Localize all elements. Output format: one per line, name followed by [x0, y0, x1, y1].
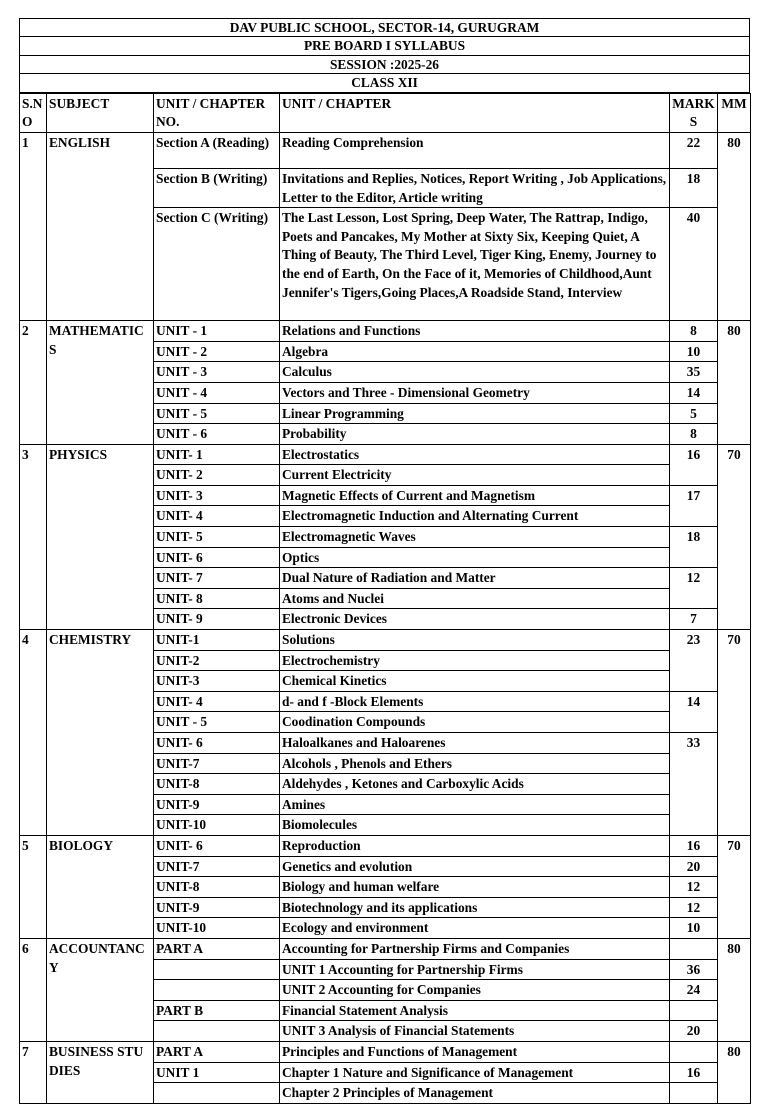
unit-number: UNIT-1	[154, 630, 280, 651]
unit-title: Calculus	[280, 362, 670, 383]
unit-marks: 18	[670, 527, 718, 568]
subject-name: ACCOUNTANCY	[47, 938, 154, 1041]
table-row	[20, 835, 751, 856]
table-row	[20, 132, 751, 168]
col-header-unit: UNIT / CHAPTER	[280, 93, 670, 132]
unit-number: UNIT- 4	[154, 691, 280, 712]
unit-number: UNIT-9	[154, 794, 280, 815]
unit-title: d- and f -Block Elements	[280, 691, 670, 712]
unit-title: Invitations and Replies, Notices, Report Writing , Job Applications, Letter to the Editor, Article writing	[280, 168, 670, 207]
unit-title: Probability	[280, 424, 670, 445]
unit-number: UNIT - 3	[154, 362, 280, 383]
unit-number	[154, 1021, 280, 1042]
unit-marks: 16	[670, 1062, 718, 1083]
unit-marks: 24	[670, 980, 718, 1001]
subject-sno: 7	[20, 1041, 47, 1103]
unit-title: Coodination Compounds	[280, 712, 670, 733]
table-row	[20, 630, 751, 651]
unit-number: UNIT-10	[154, 918, 280, 939]
unit-number: PART B	[154, 1000, 280, 1021]
unit-title: Chapter 1 Nature and Significance of Management	[280, 1062, 670, 1083]
unit-marks: 17	[670, 485, 718, 526]
table-row	[20, 444, 751, 465]
unit-title: Chemical Kinetics	[280, 671, 670, 692]
unit-number: UNIT - 4	[154, 382, 280, 403]
unit-number: UNIT-2	[154, 650, 280, 671]
unit-number: UNIT 1	[154, 1062, 280, 1083]
document-header	[19, 18, 750, 93]
unit-title: Biotechnology and its applications	[280, 897, 670, 918]
unit-marks: 14	[670, 382, 718, 403]
unit-number: UNIT- 6	[154, 547, 280, 568]
unit-number: UNIT-7	[154, 753, 280, 774]
unit-marks: 16	[670, 835, 718, 856]
subject-sno: 3	[20, 444, 47, 629]
col-header-marks: MARKS	[670, 93, 718, 132]
document-title: PRE BOARD I SYLLABUS	[20, 37, 749, 55]
subject-name: BIOLOGY	[47, 835, 154, 938]
unit-number: UNIT - 5	[154, 403, 280, 424]
unit-number: UNIT-7	[154, 856, 280, 877]
unit-number: Section B (Writing)	[154, 168, 280, 207]
unit-title: Aldehydes , Ketones and Carboxylic Acids	[280, 774, 670, 795]
unit-title: Dual Nature of Radiation and Matter	[280, 568, 670, 589]
unit-number: PART A	[154, 1041, 280, 1062]
unit-title: UNIT 3 Analysis of Financial Statements	[280, 1021, 670, 1042]
max-marks: 80	[718, 132, 751, 320]
unit-marks: 35	[670, 362, 718, 383]
unit-marks: 20	[670, 856, 718, 877]
unit-title: Accounting for Partnership Firms and Companies	[280, 938, 670, 959]
table-row	[20, 1041, 751, 1062]
unit-title: Algebra	[280, 341, 670, 362]
unit-title: Reading Comprehension	[280, 132, 670, 168]
unit-marks: 14	[670, 691, 718, 732]
unit-number: UNIT- 8	[154, 588, 280, 609]
unit-number: UNIT- 6	[154, 733, 280, 754]
unit-number	[154, 980, 280, 1001]
unit-title: Atoms and Nuclei	[280, 588, 670, 609]
subject-name: PHYSICS	[47, 444, 154, 629]
unit-title: Electrochemistry	[280, 650, 670, 671]
unit-number	[154, 959, 280, 980]
unit-number: UNIT- 1	[154, 444, 280, 465]
unit-title: Optics	[280, 547, 670, 568]
col-header-sno: S.NO	[20, 93, 47, 132]
class-label: CLASS XII	[20, 74, 749, 92]
col-header-mm: MM	[718, 93, 751, 132]
unit-title: Electronic Devices	[280, 609, 670, 630]
unit-marks: 16	[670, 444, 718, 485]
unit-title: Genetics and evolution	[280, 856, 670, 877]
unit-number: UNIT- 4	[154, 506, 280, 527]
unit-title: UNIT 1 Accounting for Partnership Firms	[280, 959, 670, 980]
unit-title: Current Electricity	[280, 465, 670, 486]
col-header-subject: SUBJECT	[47, 93, 154, 132]
unit-marks: 40	[670, 208, 718, 321]
subject-sno: 5	[20, 835, 47, 938]
unit-title: Biomolecules	[280, 815, 670, 836]
max-marks: 70	[718, 630, 751, 836]
unit-marks: 12	[670, 568, 718, 609]
unit-number: UNIT - 6	[154, 424, 280, 445]
unit-number: PART A	[154, 938, 280, 959]
unit-number: UNIT- 3	[154, 485, 280, 506]
subject-name: ENGLISH	[47, 132, 154, 320]
unit-title: Chapter 2 Principles of Management	[280, 1083, 670, 1104]
syllabus-page	[19, 18, 749, 1101]
max-marks: 80	[718, 1041, 751, 1103]
unit-title: Ecology and environment	[280, 918, 670, 939]
unit-number	[154, 1083, 280, 1104]
unit-marks: 8	[670, 321, 718, 342]
unit-marks: 22	[670, 132, 718, 168]
unit-marks: 20	[670, 1021, 718, 1042]
max-marks: 70	[718, 444, 751, 629]
unit-marks: 33	[670, 733, 718, 836]
unit-number: UNIT- 7	[154, 568, 280, 589]
table-row	[20, 321, 751, 342]
unit-marks	[670, 1083, 718, 1104]
subject-name: MATHEMATICS	[47, 321, 154, 445]
unit-marks: 18	[670, 168, 718, 207]
unit-title: Relations and Functions	[280, 321, 670, 342]
unit-marks	[670, 1041, 718, 1062]
subject-sno: 6	[20, 938, 47, 1041]
subject-name: BUSINESS STUDIES	[47, 1041, 154, 1103]
unit-number: UNIT - 2	[154, 341, 280, 362]
unit-title: Amines	[280, 794, 670, 815]
unit-title: Electrostatics	[280, 444, 670, 465]
unit-title: Reproduction	[280, 835, 670, 856]
max-marks: 80	[718, 321, 751, 445]
unit-title: The Last Lesson, Lost Spring, Deep Water, The Rattrap, Indigo, Poets and Pancakes, My Mother at Sixty Six, Keeping Quiet, A Thing of Beauty, The Third Level, Tiger King, Enemy, Journey to the end of Earth, On the Face of it, Memories of Childhood,Aunt Jennifer's Tigers,Going Places,A Roadside Stand, Interview	[280, 208, 670, 321]
unit-title: Electromagnetic Waves	[280, 527, 670, 548]
unit-number: UNIT - 5	[154, 712, 280, 733]
unit-marks	[670, 1000, 718, 1021]
unit-title: Electromagnetic Induction and Alternating Current	[280, 506, 670, 527]
unit-number: UNIT- 2	[154, 465, 280, 486]
unit-number: UNIT - 1	[154, 321, 280, 342]
subject-sno: 4	[20, 630, 47, 836]
unit-number: UNIT-9	[154, 897, 280, 918]
max-marks: 70	[718, 835, 751, 938]
unit-marks: 23	[670, 630, 718, 692]
unit-number: UNIT-8	[154, 877, 280, 898]
unit-title: Solutions	[280, 630, 670, 651]
unit-number: UNIT- 6	[154, 835, 280, 856]
unit-marks: 36	[670, 959, 718, 980]
col-header-unit-no: UNIT / CHAPTER NO.	[154, 93, 280, 132]
unit-title: Vectors and Three - Dimensional Geometry	[280, 382, 670, 403]
unit-marks: 12	[670, 877, 718, 898]
unit-title: Alcohols , Phenols and Ethers	[280, 753, 670, 774]
unit-marks	[670, 938, 718, 959]
unit-number: UNIT- 5	[154, 527, 280, 548]
unit-marks: 7	[670, 609, 718, 630]
syllabus-table	[19, 93, 751, 1104]
unit-title: Financial Statement Analysis	[280, 1000, 670, 1021]
unit-number: UNIT-8	[154, 774, 280, 795]
unit-title: Linear Programming	[280, 403, 670, 424]
unit-title: Magnetic Effects of Current and Magnetism	[280, 485, 670, 506]
unit-number: UNIT-3	[154, 671, 280, 692]
session-label: SESSION :2025-26	[20, 56, 749, 74]
unit-marks: 12	[670, 897, 718, 918]
unit-marks: 5	[670, 403, 718, 424]
unit-title: Principles and Functions of Management	[280, 1041, 670, 1062]
unit-number: UNIT-10	[154, 815, 280, 836]
unit-marks: 10	[670, 918, 718, 939]
unit-title: Biology and human welfare	[280, 877, 670, 898]
unit-title: UNIT 2 Accounting for Companies	[280, 980, 670, 1001]
unit-number: UNIT- 9	[154, 609, 280, 630]
subject-sno: 1	[20, 132, 47, 320]
subject-name: CHEMISTRY	[47, 630, 154, 836]
table-header-row	[20, 93, 751, 132]
school-name: DAV PUBLIC SCHOOL, SECTOR-14, GURUGRAM	[20, 19, 749, 37]
table-row	[20, 938, 751, 959]
max-marks: 80	[718, 938, 751, 1041]
unit-marks: 8	[670, 424, 718, 445]
unit-marks: 10	[670, 341, 718, 362]
unit-number: Section C (Writing)	[154, 208, 280, 321]
unit-title: Haloalkanes and Haloarenes	[280, 733, 670, 754]
unit-number: Section A (Reading)	[154, 132, 280, 168]
subject-sno: 2	[20, 321, 47, 445]
